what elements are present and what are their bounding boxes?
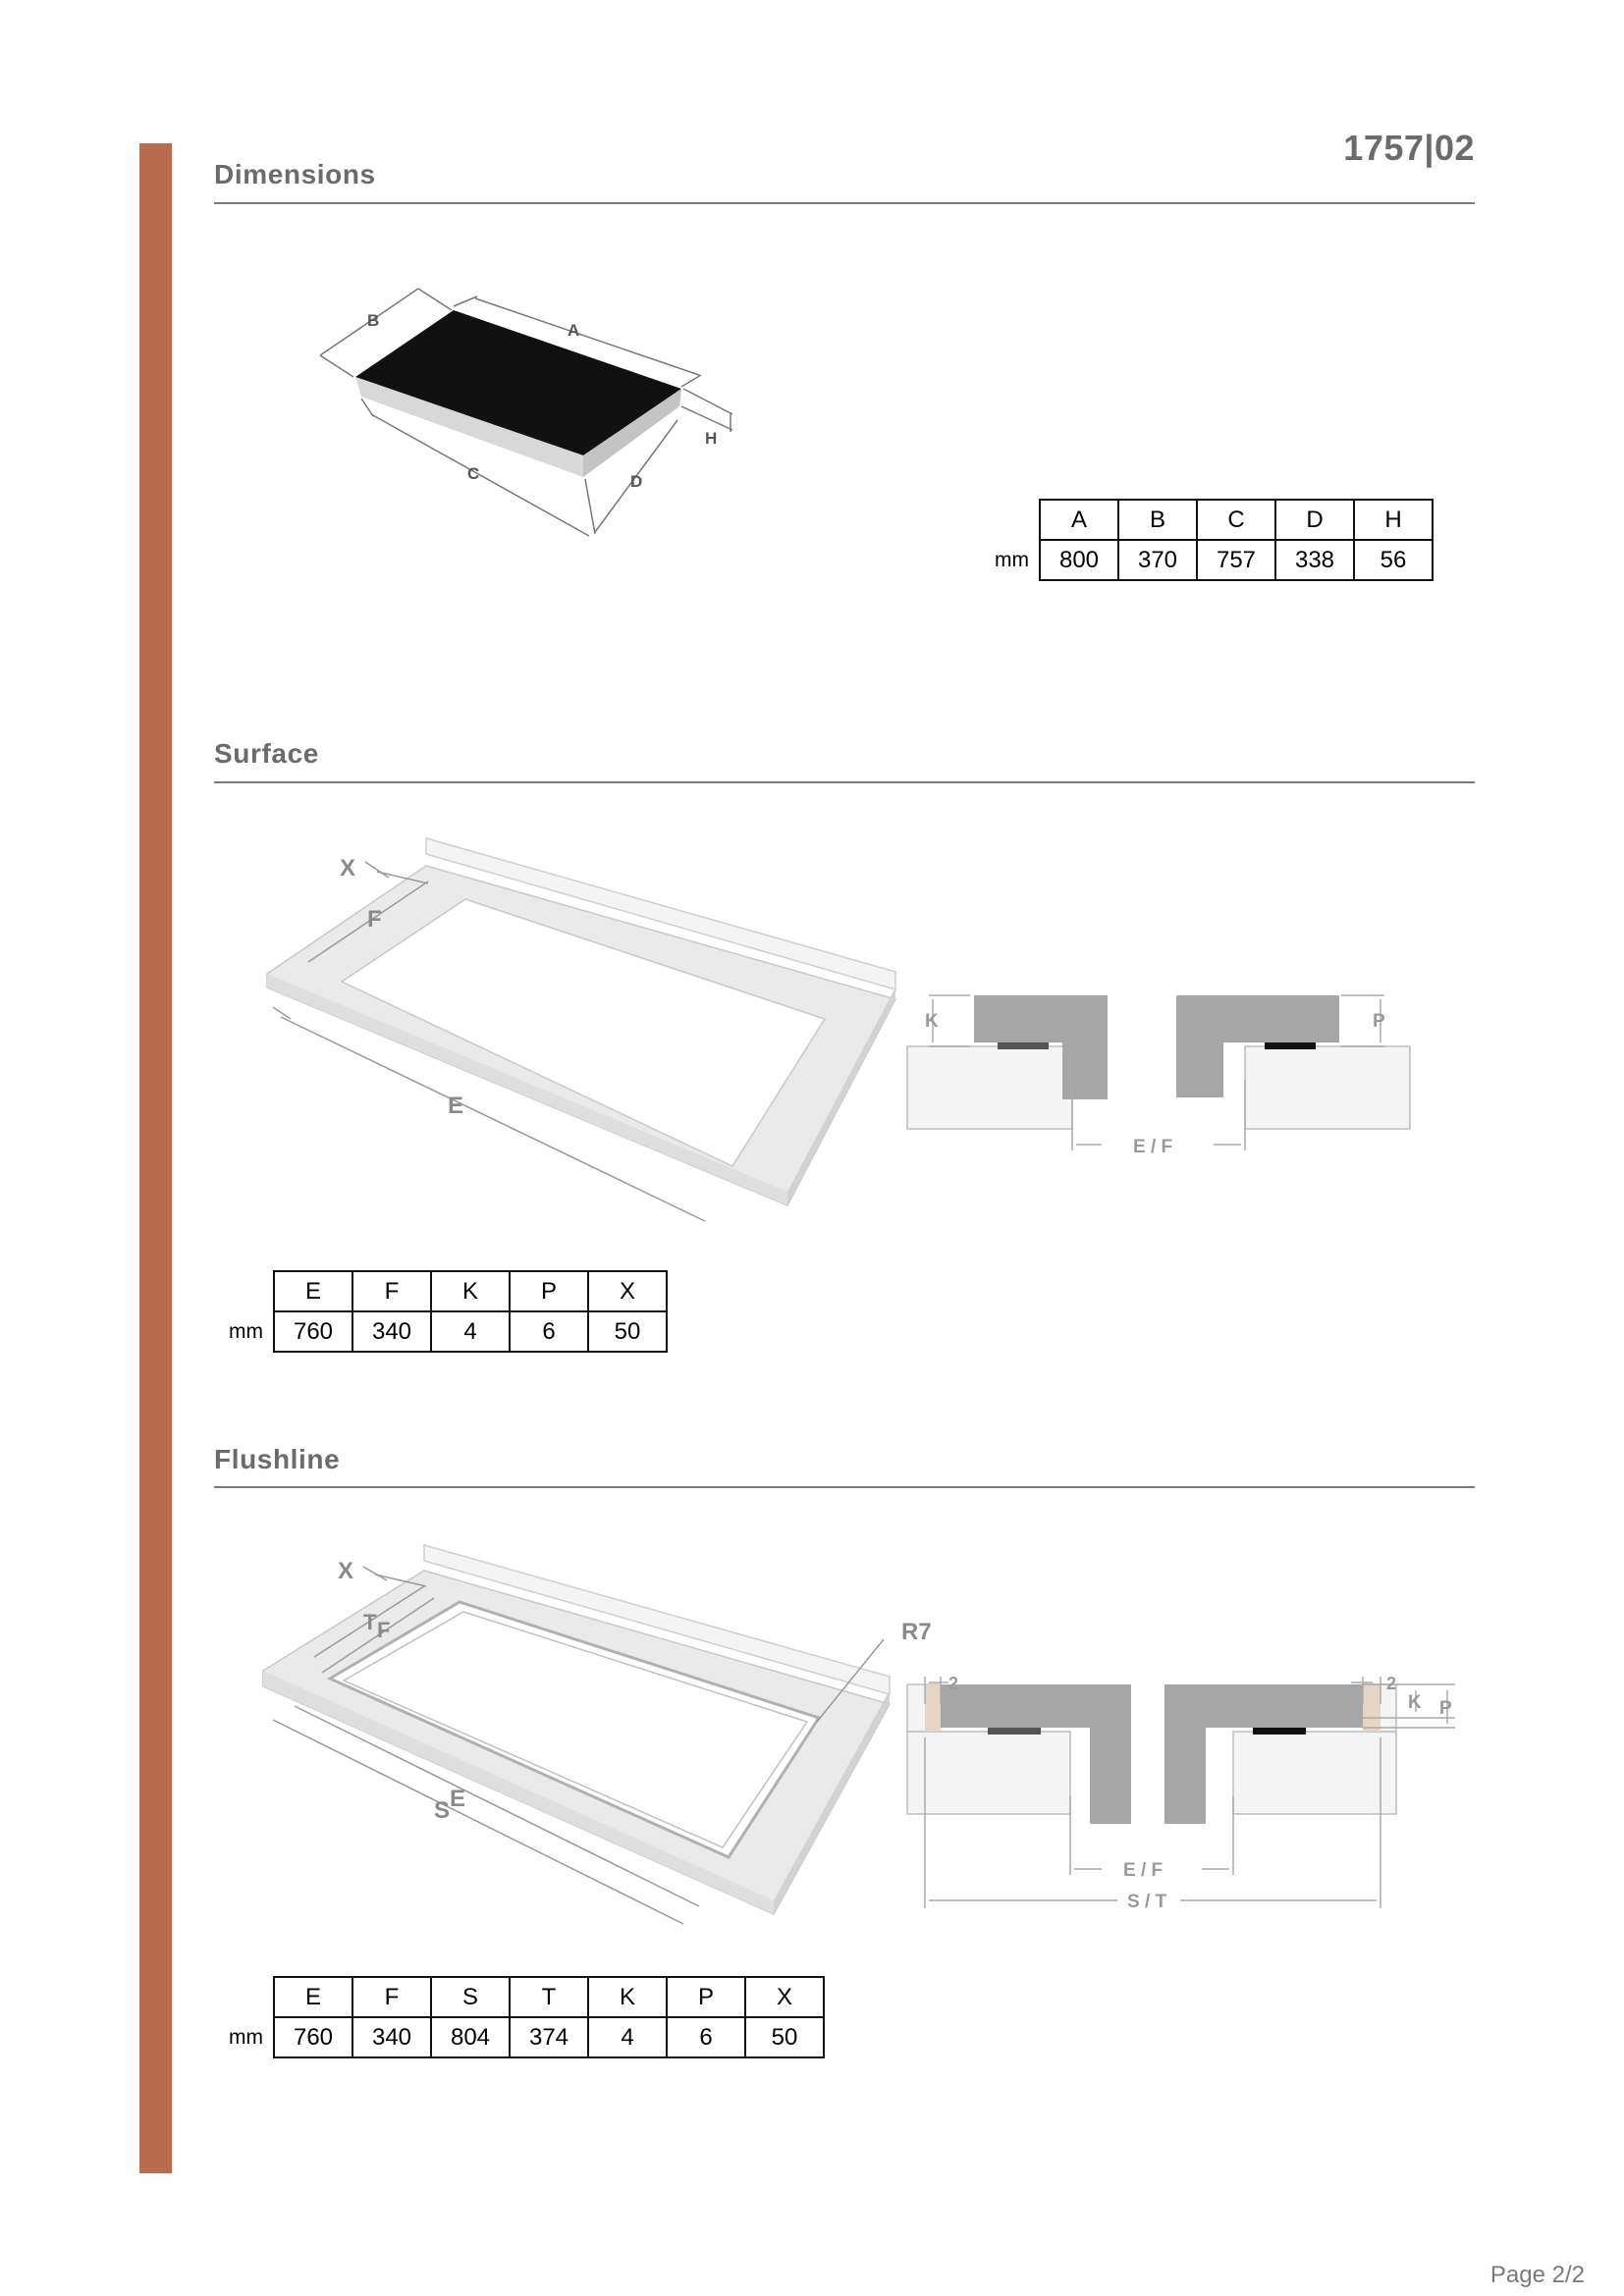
table-header-cell: T [510,1977,588,2017]
label-x: X [338,1558,354,1584]
table-unit-spacer [216,1977,274,2017]
surface-section-diagram [899,982,1420,1168]
page-number: Page 2/2 [1489,2262,1585,2288]
label-gap-left: 2 [948,1674,959,1693]
section-rule [214,1486,1475,1488]
table-value-cell: 4 [431,1311,510,1352]
table-header-cell: D [1275,500,1354,540]
table-value-cell: 804 [431,2017,510,2057]
table-header-cell: X [588,1271,667,1311]
label-p: P [1373,1011,1385,1032]
table-value-cell: 338 [1275,540,1354,580]
label-f: F [367,906,382,933]
table-header-cell: C [1197,500,1275,540]
flushline-table [216,1976,825,2058]
table-header-cell: K [431,1271,510,1311]
label-t: T [363,1610,377,1634]
label-c: C [467,464,480,483]
table-value-cell: 4 [588,2017,667,2057]
label-k: K [925,1011,939,1032]
section-title-flushline: Flushline [214,1444,341,1474]
table-unit-label: mm [229,2025,263,2049]
table-value-row [216,2017,824,2057]
hob-dimension-diagram [295,285,746,550]
surface-table [216,1270,668,1353]
table-header-row [216,1977,824,2017]
accent-side-bar [139,143,172,2173]
table-header-cell: E [274,1271,352,1311]
label-f: F [377,1618,391,1642]
label-p: P [1439,1698,1452,1719]
table-value-cell: 374 [510,2017,588,2057]
table-value-row [982,540,1433,580]
table-header-cell: P [510,1271,588,1311]
table-value-cell: 6 [667,2017,745,2057]
dimensions-table [982,499,1434,581]
table-unit-label: mm [995,548,1029,571]
table-value-cell: 50 [588,1311,667,1352]
table-header-cell: H [1354,500,1433,540]
table-unit-spacer [216,1271,274,1311]
table-value-cell: 340 [352,2017,431,2057]
label-a: A [568,321,580,340]
label-ef: E / F [1133,1137,1173,1157]
label-d: D [630,472,643,491]
table-value-cell: 800 [1040,540,1118,580]
table-unit-label: mm [229,1319,263,1343]
table-header-cell: X [745,1977,824,2017]
label-s: S [434,1797,451,1824]
label-x: X [340,855,356,881]
table-value-cell: 370 [1118,540,1197,580]
label-ef: E / F [1123,1860,1164,1881]
table-value-cell: 6 [510,1311,588,1352]
table-value-cell: 757 [1197,540,1275,580]
table-value-cell: 50 [745,2017,824,2057]
table-header-cell: A [1040,500,1118,540]
surface-cutout-diagram [255,825,903,1237]
flushline-cutout-diagram [251,1531,958,1944]
table-header-cell: F [352,1271,431,1311]
label-h: H [705,429,718,448]
table-header-cell: K [588,1977,667,2017]
table-header-cell: F [352,1977,431,2017]
label-k: K [1408,1692,1422,1713]
table-header-cell: P [667,1977,745,2017]
label-gap-right: 2 [1386,1674,1397,1693]
section-rule [214,781,1475,783]
table-value-cell: 56 [1354,540,1433,580]
section-title-surface: Surface [214,738,319,769]
section-title-dimensions: Dimensions [214,159,376,189]
table-header-cell: B [1118,500,1197,540]
table-value-cell: 760 [274,2017,352,2057]
table-header-cell: E [274,1977,352,2017]
section-rule [214,202,1475,204]
label-b: B [367,311,380,330]
document-code: 1757|02 [1343,128,1475,168]
table-value-cell: 760 [274,1311,352,1352]
label-st: S / T [1127,1892,1167,1912]
table-value-cell: 340 [352,1311,431,1352]
table-header-row [982,500,1433,540]
table-unit-spacer [982,500,1040,540]
table-value-row [216,1311,667,1352]
flushline-section-diagram [895,1669,1465,1924]
label-e: E [448,1093,464,1119]
label-r7: R7 [901,1619,932,1645]
label-e: E [450,1786,466,1812]
table-header-cell: S [431,1977,510,2017]
table-header-row [216,1271,667,1311]
